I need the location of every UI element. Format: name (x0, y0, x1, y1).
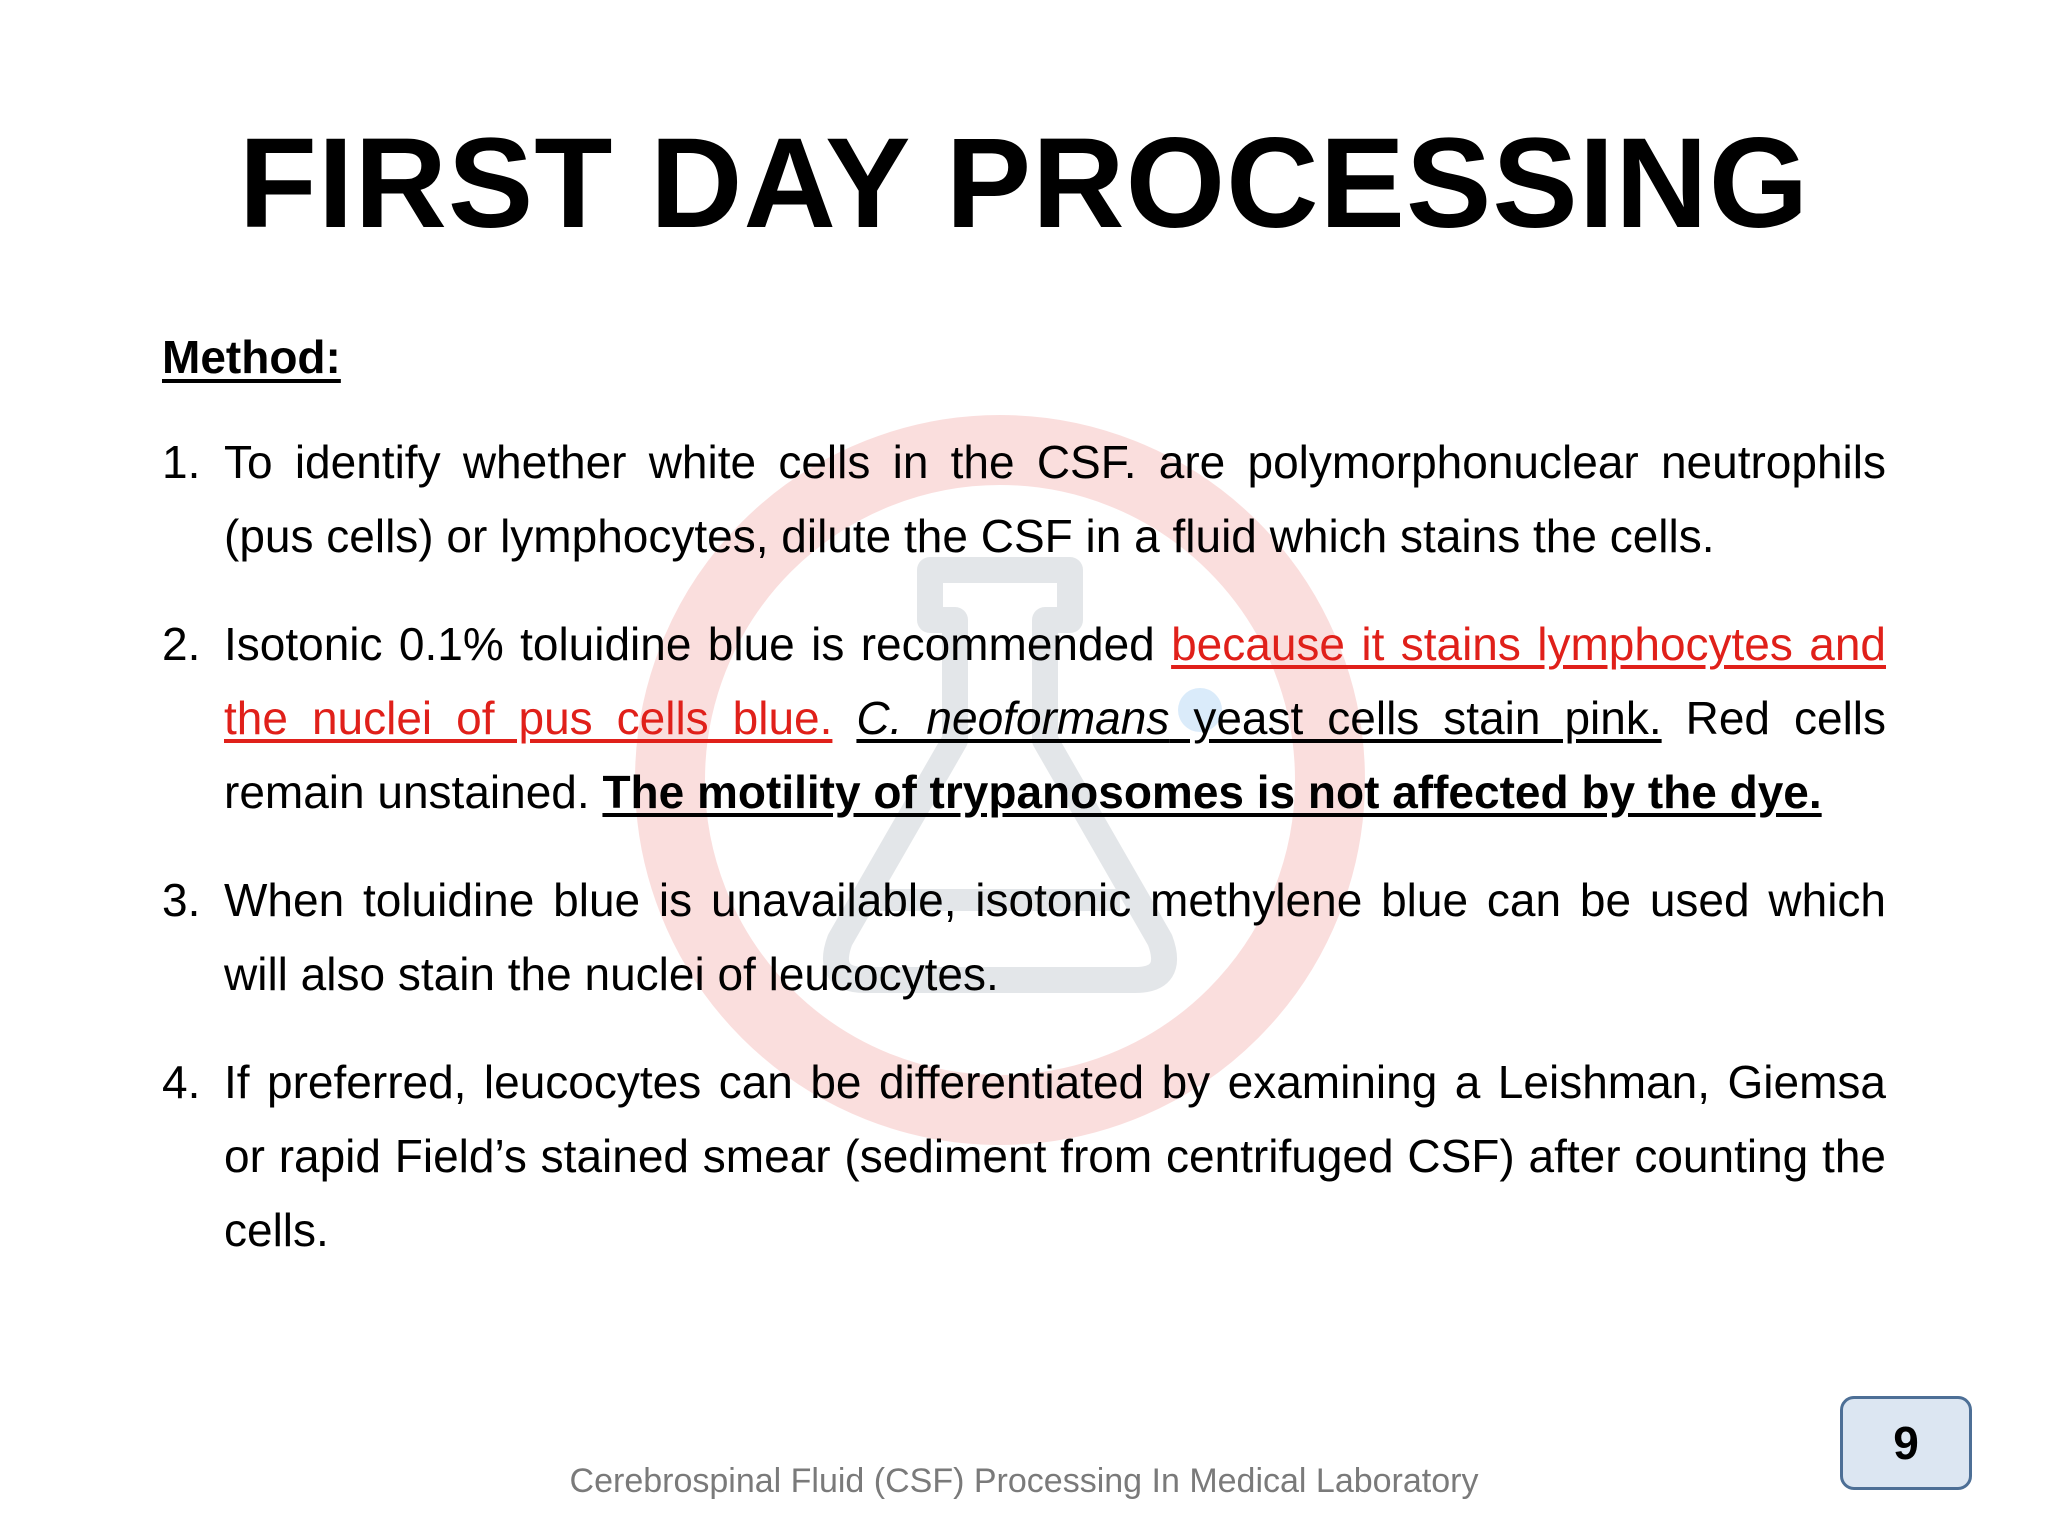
step-number: 4. (162, 1056, 201, 1108)
step-text: To identify whether white cells in the CSF. are polymorphonuclear neutrophils (pus cells) or lymphocytes, dilute the CSF in a fluid which stains the cells. (224, 436, 1886, 562)
step-text-species-name: C. neoformans (856, 692, 1170, 744)
step-number: 2. (162, 618, 201, 670)
step-text-red-highlight: because it stains lymphocytes and the nuclei of pus cells blue. (224, 618, 1886, 744)
step-number: 1. (162, 436, 201, 488)
list-item (162, 425, 1886, 573)
page-number-badge: 9 (1840, 1396, 1972, 1490)
step-text-space (832, 692, 856, 744)
step-text: If preferred, leucocytes can be differentiated by examining a Leishman, Giemsa or rapid Field’s stained smear (sediment from centrifuged CSF) after counting the cells. (224, 1056, 1886, 1256)
step-text-plain: Isotonic 0.1% toluidine blue is recommended (224, 618, 1172, 670)
list-item (162, 1045, 1886, 1267)
method-steps-list (162, 425, 1886, 1267)
list-item (162, 607, 1886, 829)
list-item (162, 863, 1886, 1011)
step-text-plain: Red cells remain unstained. (224, 692, 1887, 818)
step-text-bold-underlined: The motility of trypanosomes is not affected by the dye. (602, 766, 1822, 818)
step-number: 3. (162, 874, 201, 926)
step-text: When toluidine blue is unavailable, isotonic methylene blue can be used which will also stain the nuclei of leucocytes. (224, 874, 1886, 1000)
slide-title: FIRST DAY PROCESSING (238, 112, 1810, 255)
slide-footer: Cerebrospinal Fluid (CSF) Processing In Medical Laboratory (569, 1462, 1479, 1500)
step-text-underlined: yeast cells stain pink. (1169, 692, 1662, 744)
method-heading: Method: (162, 331, 341, 383)
step-text (224, 607, 1886, 829)
